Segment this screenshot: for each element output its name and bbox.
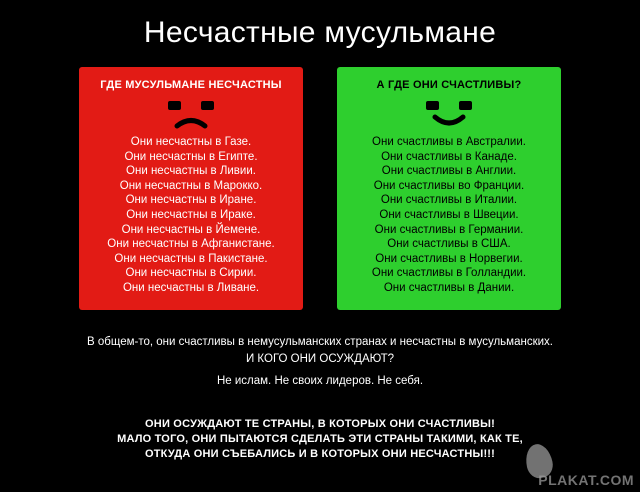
list-item: Они счастливы в Италии. [380,194,518,207]
list-item: Они счастливы в США. [387,238,511,251]
bottom-line-1: ОНИ ОСУЖДАЮТ ТЕ СТРАНЫ, В КОТОРЫХ ОНИ СЧАСТЛИВЫ! [145,417,495,430]
happy-lines [343,135,555,296]
list-item: Они счастливы в Голландии. [371,267,527,280]
list-item: Они несчастны в Афганистане. [107,238,275,251]
list-item: Они счастливы в Австралии. [372,136,526,148]
list-item: Они несчастны в Ираке. [126,208,256,221]
list-item: Они счастливы в Норвегии. [375,252,523,265]
unhappy-panel-heading: ГДЕ МУСУЛЬМАНЕ НЕСЧАСТНЫ [100,79,282,91]
watermark-text: PLAKAT.COM [538,472,634,488]
page-title: Несчастные мусульмане [143,16,497,49]
middle-line-3: Не ислам. Не своих лидеров. Не себя. [216,374,424,387]
unhappy-panel [79,67,303,310]
list-item: Они несчастны в Ливии. [126,165,256,178]
panels-container [0,67,640,310]
sad-face-icon [85,97,297,131]
list-item: Они несчастны в Египте. [124,150,258,163]
bottom-line-2: МАЛО ТОГО, ОНИ ПЫТАЮТСЯ СДЕЛАТЬ ЭТИ СТРАНЫ ТАКИМИ, КАК ТЕ, [117,432,523,445]
list-item: Они несчастны в Марокко. [119,179,263,192]
bottom-line-3: ОТКУДА ОНИ СЪЕБАЛИСЬ И В КОТОРЫХ ОНИ НЕСЧАСТНЫ!!! [144,447,496,460]
happy-panel [337,67,561,310]
list-item: Они несчастны в Иране. [125,194,257,207]
list-item: Они несчастны в Сирии. [125,267,257,280]
middle-line-2: И КОГО ОНИ ОСУЖДАЮТ? [245,352,395,365]
list-item: Они несчастны в Пакистане. [114,252,268,265]
unhappy-lines [85,135,297,296]
list-item: Они несчастны в Йемене. [121,223,261,236]
middle-line-1: В общем-то, они счастливы в немусульманских странах и несчастны в мусульманских. [87,335,553,348]
happy-face-icon [343,97,555,131]
middle-text [0,334,640,389]
happy-panel-heading: А ГДЕ ОНИ СЧАСТЛИВЫ? [376,79,522,91]
list-item: Они счастливы в Германии. [374,223,524,236]
list-item: Они счастливы в Англии. [381,165,517,178]
list-item: Они несчастны в Газе. [130,136,252,148]
list-item: Они счастливы в Канаде. [381,150,517,163]
list-item: Они несчастны в Ливане. [122,281,260,294]
list-item: Они счастливы в Швеции. [379,208,519,221]
list-item: Они счастливы во Франции. [373,179,525,192]
list-item: Они счастливы в Дании. [383,281,515,294]
